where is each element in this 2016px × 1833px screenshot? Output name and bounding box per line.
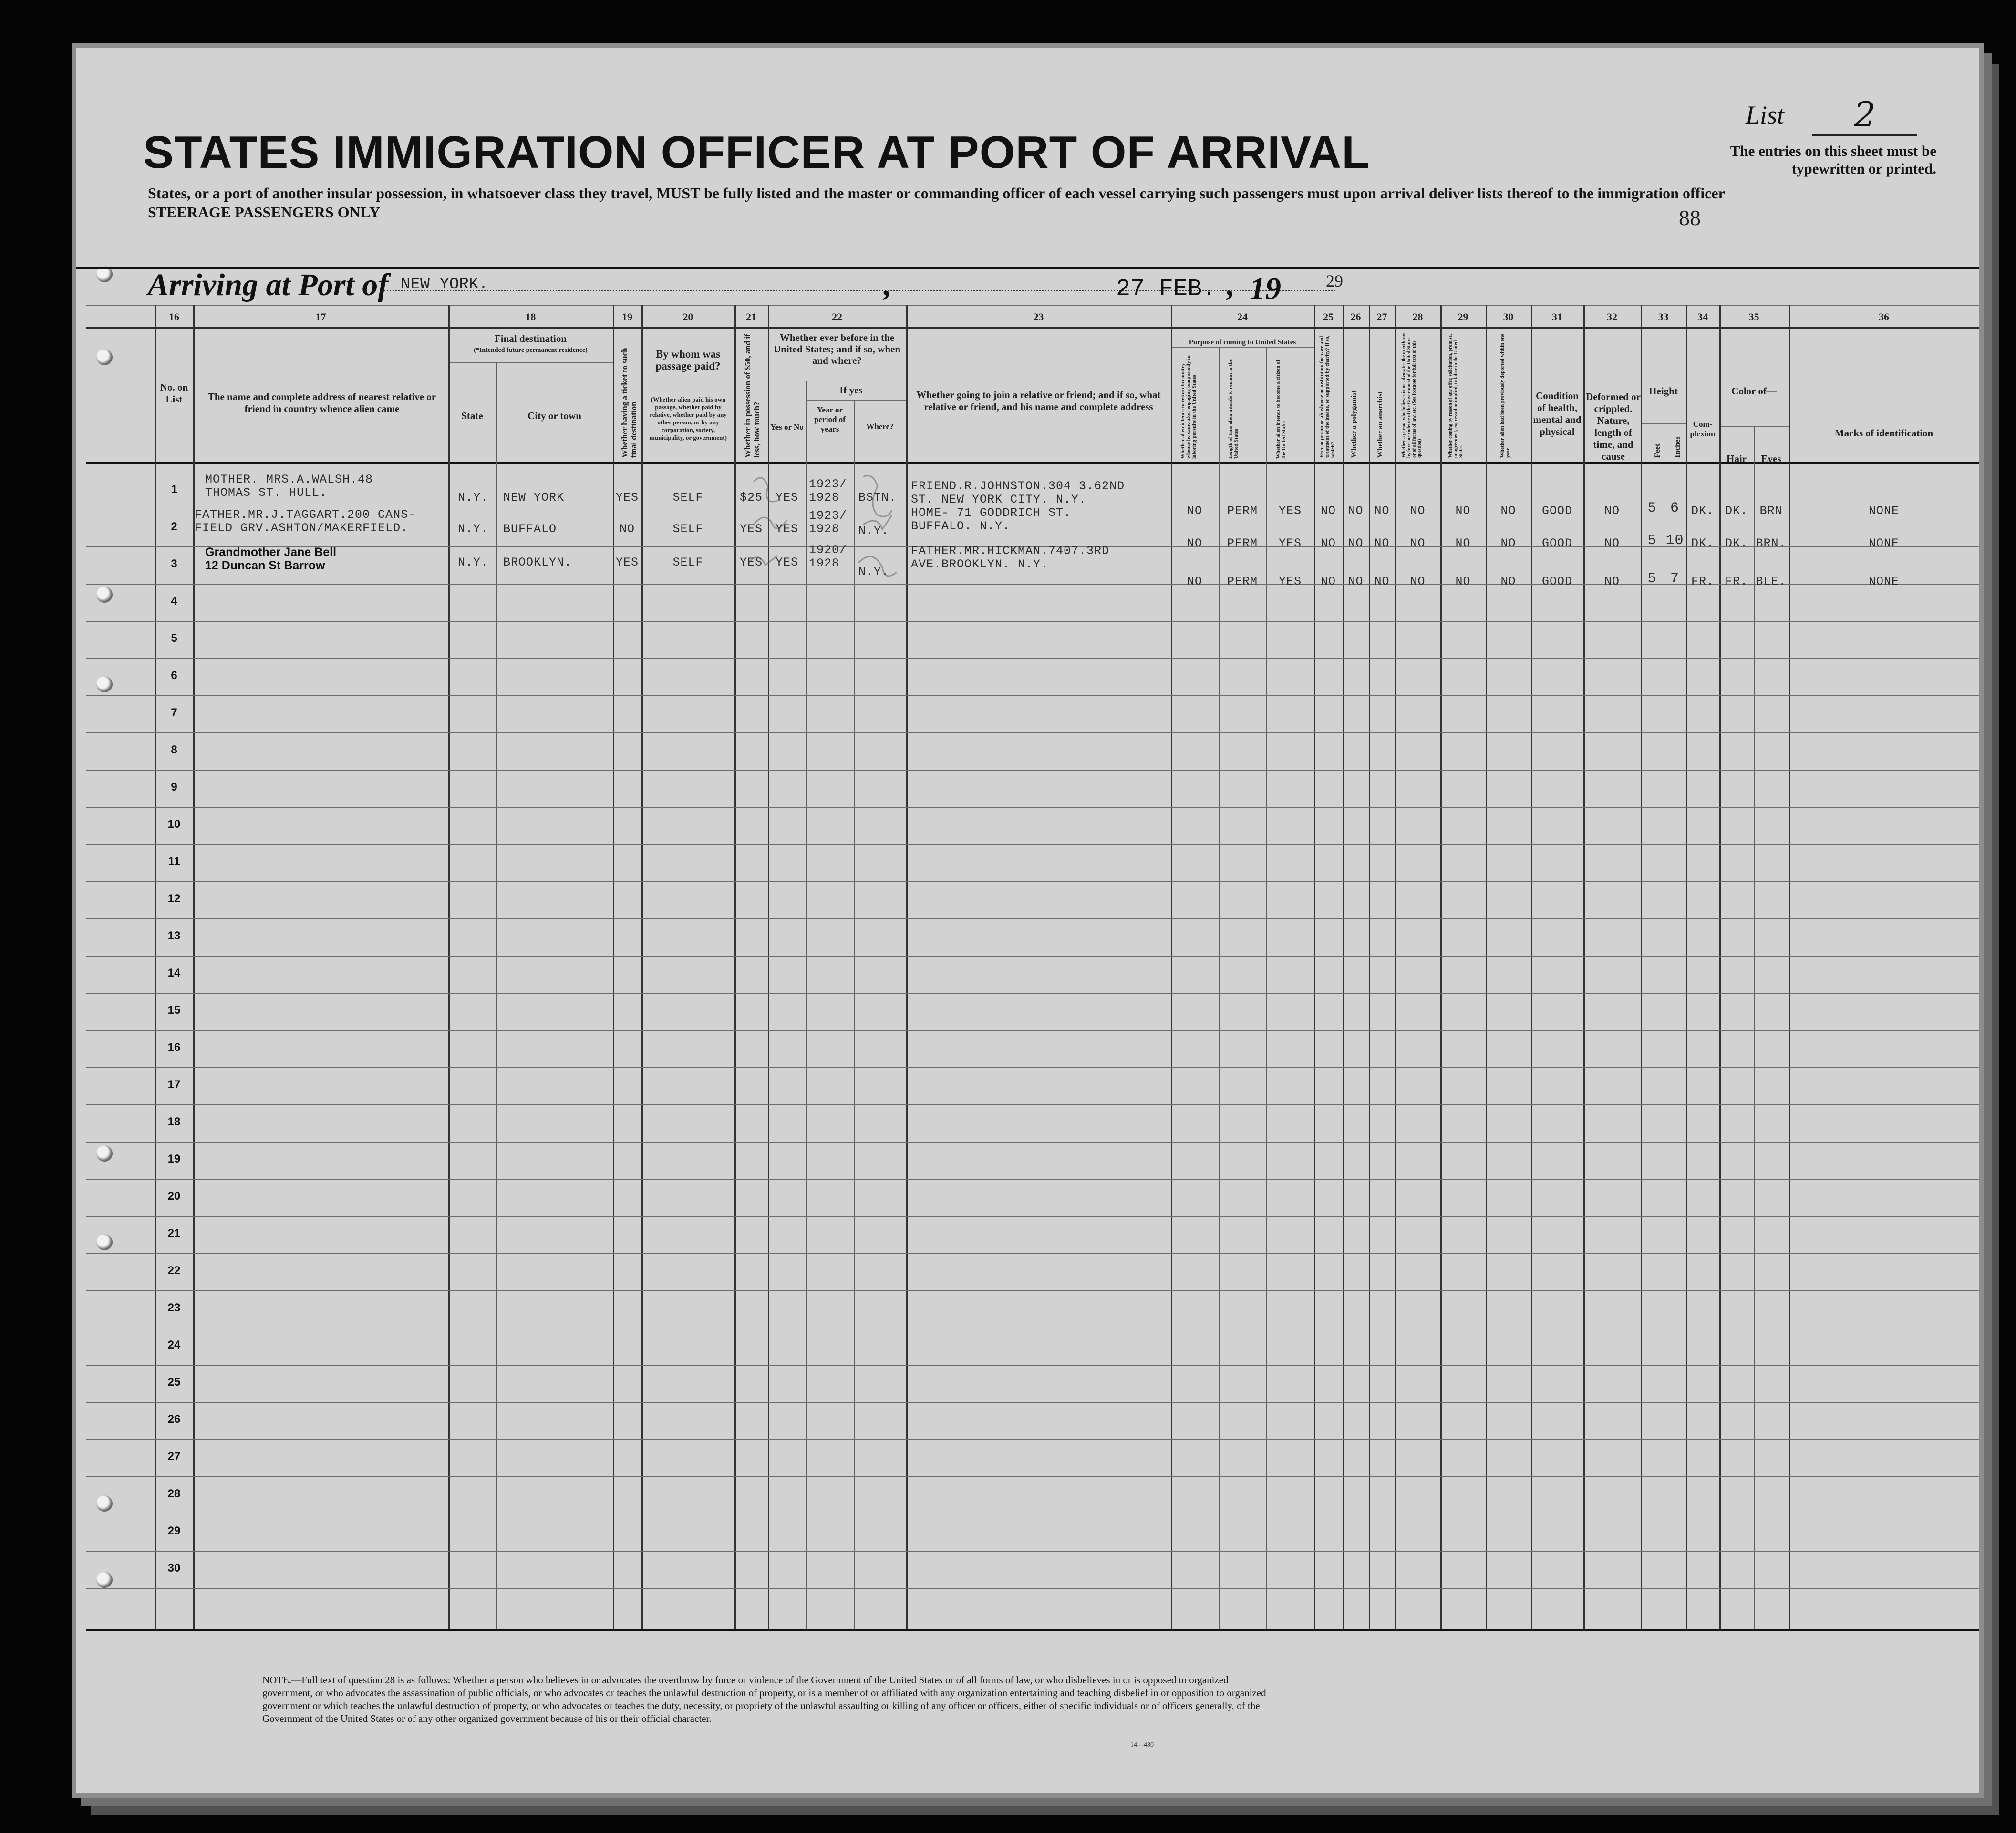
destination-city: BUFFALO: [503, 522, 557, 536]
arriving-label: Arriving at Port of: [148, 268, 389, 302]
page-number: 88: [1679, 206, 1701, 230]
row-number: 2: [171, 520, 177, 533]
row-number: 3: [171, 557, 177, 570]
ticket-value: NO: [619, 522, 635, 536]
years-period: 1928: [809, 556, 840, 570]
header-color-of: Color of—: [1731, 385, 1777, 397]
pencil-mark: [863, 476, 892, 517]
form-title: STATES IMMIGRATION OFFICER AT PORT OF ARRIVAL: [143, 127, 1370, 178]
header-hair: Hair: [1727, 453, 1747, 464]
ticket-value: YES: [615, 556, 639, 569]
deformed-value: NO: [1604, 504, 1620, 518]
join-relative-line: FRIEND.R.JOHNSTON.304 3.62ND: [911, 479, 1125, 493]
column-number: 26: [1350, 311, 1361, 323]
passage-paid-by: SELF: [672, 491, 703, 505]
entries-note: The entries on this sheet must be typewritten or printed.: [1730, 143, 1936, 177]
header-if-yes: If yes—: [839, 384, 873, 396]
row-number: 5: [171, 632, 177, 645]
marks-value: NONE: [1868, 536, 1899, 550]
been-before: YES: [775, 556, 798, 569]
length-of-stay: PERM: [1227, 536, 1258, 550]
header-intends-citizen: Whether alien intends to become a citizen of the United States: [1275, 360, 1287, 459]
row-number: 1: [171, 483, 177, 496]
header-join-relative: Whether going to join a relative or friend; and if so, what relative or friend, and his name and complete address: [916, 389, 1161, 412]
row-rule: [86, 1476, 1979, 1477]
comma-separator: ,: [1226, 268, 1234, 302]
column-rule: [1171, 305, 1172, 1629]
years-period: 1920/: [809, 543, 848, 557]
relative-address-line: THOMAS ST. HULL.: [205, 486, 328, 500]
year-prefix: 19: [1250, 271, 1281, 306]
prison-value: NO: [1320, 575, 1336, 588]
deported-value: NO: [1500, 504, 1516, 518]
destination-state: N.Y.: [458, 522, 489, 536]
row-rule: [86, 1290, 1979, 1291]
column-number: 16: [169, 311, 179, 323]
header-final-destination: Final destination: [494, 333, 567, 344]
column-rule: [1314, 305, 1315, 1629]
header-complexion: Com-plexion: [1690, 420, 1716, 438]
binder-hole: [96, 1234, 113, 1250]
labor-offer-value: NO: [1455, 575, 1471, 588]
row-rule: [86, 844, 1979, 845]
comma-separator: ,: [882, 268, 890, 302]
marks-value: NONE: [1868, 504, 1899, 518]
subtitle-steerage: STEERAGE PASSENGERS ONLY: [148, 204, 381, 221]
height-inches: 6: [1670, 500, 1679, 516]
money-value: $25: [739, 491, 763, 505]
header-inches: Inches: [1674, 436, 1682, 458]
binder-hole: [96, 676, 113, 692]
column-rule: [906, 305, 908, 1629]
row-rule: [86, 1365, 1979, 1366]
join-relative-line: AVE.BROOKLYN. N.Y.: [911, 557, 1049, 571]
years-period: 1923/: [809, 477, 848, 491]
row-number: 4: [171, 595, 177, 608]
column-rule: [1754, 426, 1755, 1629]
return-intent: NO: [1187, 575, 1202, 588]
height-inches: 7: [1670, 571, 1679, 587]
subheader-rule: [1171, 347, 1314, 348]
row-rule: [86, 658, 1979, 659]
column-number: 31: [1552, 311, 1562, 323]
column-rule: [1395, 305, 1396, 1629]
anarchist-value: NO: [1374, 504, 1390, 518]
column-rule: [1719, 305, 1721, 1629]
header-deformed: Deformed or crippled. Nature, length of time, and cause: [1586, 391, 1641, 462]
polygamist-value: NO: [1348, 504, 1364, 518]
column-number: 28: [1412, 311, 1423, 323]
relative-address-line: MOTHER. MRS.A.WALSH.48: [205, 473, 373, 486]
binder-hole: [96, 349, 113, 365]
column-number: 33: [1658, 311, 1669, 323]
row-number: 25: [167, 1376, 181, 1389]
row-rule: [86, 1551, 1979, 1552]
row-number: 22: [167, 1264, 181, 1277]
column-number: 20: [682, 311, 693, 323]
row-number: 9: [171, 781, 177, 793]
eyes-value: BLE.: [1756, 575, 1787, 588]
row-rule: [86, 993, 1979, 994]
row-number: 10: [167, 818, 181, 831]
polygamist-value: NO: [1348, 536, 1364, 550]
binder-hole: [96, 587, 113, 603]
destination-city: NEW YORK: [503, 491, 565, 505]
subheader-rule: [806, 400, 906, 401]
citizen-intent: YES: [1278, 575, 1302, 588]
row-number: 26: [167, 1413, 181, 1426]
eyes-value: BRN.: [1756, 536, 1787, 550]
column-number: 24: [1237, 311, 1248, 323]
header-marks: Marks of identification: [1834, 427, 1933, 439]
row-rule: [86, 1179, 1979, 1180]
binder-hole: [96, 1495, 113, 1512]
join-relative-line: BUFFALO. N.Y.: [911, 519, 1011, 533]
row-rule: [86, 1104, 1979, 1105]
return-intent: NO: [1187, 504, 1202, 518]
column-number: 27: [1376, 311, 1387, 323]
row-number: 27: [167, 1450, 181, 1463]
deformed-value: NO: [1604, 536, 1620, 550]
money-value: YES: [739, 522, 763, 536]
destination-city: BROOKLYN.: [503, 556, 572, 569]
complexion-value: DK.: [1691, 504, 1714, 518]
manifest-sheet: [76, 48, 1979, 1793]
citizen-intent: YES: [1278, 536, 1302, 550]
row-number: 7: [171, 706, 177, 719]
row-rule: [86, 807, 1979, 808]
form-subtitle: [148, 184, 1793, 222]
row-rule: [86, 732, 1979, 733]
header-rule: [76, 267, 1979, 269]
hair-value: DK.: [1725, 504, 1748, 518]
column-rule: [1440, 305, 1442, 1629]
row-rule: [86, 881, 1979, 882]
where-value: N.Y.: [858, 565, 889, 579]
header-ticket: Whether having a ticket to such final destination: [620, 348, 638, 458]
join-relative-line: ST. NEW YORK CITY. N.Y.: [911, 493, 1087, 506]
row-rule: [86, 1588, 1979, 1589]
eyes-value: BRN: [1759, 504, 1783, 518]
header-passage-paid: By whom was passage paid?: [655, 348, 721, 372]
column-number: 29: [1458, 311, 1468, 323]
column-number: 32: [1607, 311, 1617, 323]
column-number: 18: [525, 311, 536, 323]
passage-paid-by: SELF: [672, 522, 703, 536]
column-number: 17: [315, 311, 326, 323]
header-intends-return: Whether alien intends to return to country whence he came after engaging temporarily in laboring pursuits in the United States: [1180, 355, 1197, 459]
header-feet: Feet: [1654, 443, 1662, 458]
column-number: 34: [1697, 311, 1708, 323]
column-number: 19: [622, 311, 632, 323]
column-rule: [1531, 305, 1532, 1629]
row-number: 17: [167, 1078, 181, 1091]
header-no-on-list: No. on List: [160, 381, 188, 405]
header-nearest-relative: The name and complete address of nearest relative or friend in country whence alien came: [207, 391, 436, 414]
header-polygamist: Whether a polygamist: [1350, 390, 1358, 458]
been-before: YES: [775, 522, 798, 536]
join-relative-line: FATHER.MR.HICKMAN.7407.3RD: [911, 544, 1110, 558]
year-suffix: 29: [1326, 271, 1343, 290]
question-28-value: NO: [1410, 504, 1426, 518]
column-number: 23: [1033, 311, 1044, 323]
column-number: 22: [832, 311, 842, 323]
column-number: 35: [1748, 311, 1759, 323]
row-rule: [86, 1439, 1979, 1440]
header-final-destination-note: (*Intended future permanent residence): [474, 347, 588, 354]
row-number: 18: [167, 1115, 181, 1128]
relative-address-line: FIELD GRV.ASHTON/MAKERFIELD.: [195, 521, 409, 535]
hair-value: DK.: [1725, 536, 1748, 550]
row-rule: [86, 695, 1979, 696]
join-relative-line: HOME- 71 GODDRICH ST.: [911, 506, 1072, 520]
header-deported: Whether alien had been previously deported within one year: [1499, 333, 1511, 458]
header-length-of-stay: Length of time alien intends to remain in the United States: [1228, 359, 1239, 459]
row-rule: [86, 1142, 1979, 1143]
years-period: 1928: [809, 491, 840, 505]
column-rule: [193, 305, 195, 1629]
row-number: 23: [167, 1301, 181, 1314]
table-bottom-rule: [86, 1629, 1979, 1631]
pencil-mark: [863, 515, 892, 529]
labor-offer-value: NO: [1455, 504, 1471, 518]
marks-value: NONE: [1868, 575, 1899, 588]
labor-offer-value: NO: [1455, 536, 1471, 550]
header-eyes: Eyes: [1761, 453, 1781, 464]
citizen-intent: YES: [1278, 504, 1302, 518]
binder-hole: [96, 1572, 113, 1588]
header-question-28: Whether a person who believes in or advocates the overthrow by force or violence of the Government of the United States or of all forms of law, etc. (See footnote for full text of this question): [1401, 333, 1422, 458]
row-rule: [86, 1402, 1979, 1403]
column-rule: [1343, 305, 1344, 1629]
header-year: Year or period of years: [814, 405, 846, 433]
been-before: YES: [775, 491, 798, 505]
header-where: Where?: [866, 422, 894, 431]
anarchist-value: NO: [1374, 536, 1390, 550]
relative-address-line: Grandmother Jane Bell: [205, 546, 337, 559]
complexion-value: DK.: [1691, 536, 1714, 550]
length-of-stay: PERM: [1227, 575, 1258, 588]
row-number: 13: [167, 929, 181, 942]
destination-state: N.Y.: [458, 556, 489, 569]
header-possession-50: Whether in possession of $50, and if less, how much?: [743, 334, 761, 458]
header-labor-offer: Whether coming by reason of any offer, solicitation, promise, or agreement, expressed or implied, to labor in the United States: [1448, 334, 1464, 458]
column-rule: [1686, 305, 1687, 1629]
footnote-question-28: NOTE.—Full text of question 28 is as follows: Whether a person who believes in or advocates the overthrow by force or violence of the Government of the United States or of all forms of law, or who disbelieves in or is opposed to organized government, or who advocates the assassination of public officials, or who advocates or teaches the unlawful destruction of property, or is a member of or affiliated with any organization entertaining and teaching disbelief in or opposition to organized government or which teaches the unlawful destruction of property, or who advocates or teaches the duty, necessity, or propriety of the unlawful assaulting or killing of any officer or officers, either of specific individuals or of officers generally, of the Government of the United States or of any other organized government because of his or their official character.: [262, 1674, 1266, 1724]
port-of-arrival: NEW YORK.: [401, 276, 488, 294]
where-value: BSTN.: [858, 491, 897, 505]
row-number: 28: [167, 1487, 181, 1500]
row-number: 19: [167, 1153, 181, 1165]
row-rule: [86, 1030, 1979, 1031]
where-value: N.Y.: [858, 524, 889, 538]
length-of-stay: PERM: [1227, 504, 1258, 518]
header-health: Condition of health, mental and physical: [1533, 390, 1582, 437]
years-period: 1928: [809, 522, 840, 536]
destination-state: N.Y.: [458, 491, 489, 505]
pencil-mark: [858, 556, 897, 576]
deported-value: NO: [1500, 536, 1516, 550]
years-period: 1923/: [809, 509, 848, 523]
header-bottom-rule: [86, 462, 1979, 464]
row-number: 21: [167, 1227, 181, 1240]
row-rule: [86, 1067, 1979, 1068]
money-value: YES: [739, 556, 763, 569]
height-feet: 5: [1647, 533, 1657, 549]
header-city: City or town: [527, 410, 581, 422]
row-number: 30: [167, 1562, 181, 1575]
table-top-rule: [86, 305, 1979, 306]
row-number: 16: [167, 1041, 181, 1054]
row-number: 6: [171, 669, 177, 682]
row-rule: [86, 1216, 1979, 1217]
health-value: GOOD: [1541, 504, 1572, 518]
deformed-value: NO: [1604, 575, 1620, 588]
pencil-mark: [749, 556, 777, 565]
health-value: GOOD: [1541, 575, 1572, 588]
complexion-value: FR.: [1691, 575, 1714, 588]
prison-value: NO: [1320, 536, 1336, 550]
row-number: 24: [167, 1339, 181, 1351]
relative-address-line: FATHER.MR.J.TAGGART.200 CANS-: [195, 508, 416, 522]
question-28-value: NO: [1410, 575, 1426, 588]
question-28-value: NO: [1410, 536, 1426, 550]
anarchist-value: NO: [1374, 575, 1390, 588]
row-number: 11: [168, 855, 180, 868]
health-value: GOOD: [1541, 536, 1572, 550]
column-number: 30: [1503, 311, 1514, 323]
height-inches: 10: [1665, 533, 1684, 549]
column-number: 21: [746, 311, 756, 323]
polygamist-value: NO: [1348, 575, 1364, 588]
header-passage-paid-note: (Whether alien paid his own passage, whether paid by relative, whether paid by any other person, or by any corporation, society, municipality, or government): [650, 396, 727, 441]
column-rule: [1583, 305, 1585, 1629]
column-number-rule: [86, 327, 1979, 329]
row-number: 15: [167, 1004, 181, 1017]
pencil-mark: [754, 478, 777, 502]
row-number: 12: [167, 892, 181, 905]
header-ever-before: Whether ever before in the United States; and if so, when and where?: [773, 332, 901, 366]
height-feet: 5: [1647, 571, 1657, 587]
column-number: 25: [1323, 311, 1334, 323]
row-rule: [86, 918, 1979, 919]
row-rule: [86, 770, 1979, 771]
binder-hole: [96, 1145, 113, 1162]
row-rule: [86, 621, 1979, 622]
row-rule: [86, 1253, 1979, 1254]
header-state: State: [461, 410, 483, 422]
header-prison: Ever in prison or almshouse or institution for care and treatment of the insane, or supported by charity? If so, which?: [1319, 335, 1336, 458]
header-yes-or-no: Yes or No: [770, 422, 804, 432]
subtitle-instructions: States, or a port of another insular possession, in whatsoever class they travel, MUST be fully listed and the master or commanding officer of each vessel carrying such passengers must upon arrival deliver lists thereof to the immigration officer: [148, 185, 1725, 202]
passage-paid-by: SELF: [672, 556, 703, 569]
column-rule: [448, 305, 450, 1629]
column-rule: [1789, 305, 1790, 1629]
deported-value: NO: [1500, 575, 1516, 588]
list-label: List: [1746, 101, 1785, 129]
form-number: 14—480: [1130, 1741, 1154, 1749]
column-rule: [1486, 305, 1487, 1629]
pencil-mark: [754, 517, 787, 528]
row-number: 20: [167, 1190, 181, 1203]
height-feet: 5: [1647, 500, 1657, 516]
column-rule: [1369, 305, 1370, 1629]
row-number: 8: [171, 743, 177, 756]
column-number: 36: [1879, 311, 1889, 323]
ticket-value: YES: [615, 491, 639, 505]
return-intent: NO: [1187, 536, 1202, 550]
header-anarchist: Whether an anarchist: [1376, 391, 1384, 458]
prison-value: NO: [1320, 504, 1336, 518]
row-number: 29: [167, 1524, 181, 1537]
header-purpose: Purpose of coming to United States: [1189, 339, 1296, 346]
list-number: 2: [1812, 94, 1917, 136]
subheader-rule: [448, 362, 613, 363]
relative-address-line: 12 Duncan St Barrow: [205, 559, 325, 572]
row-number: 14: [167, 967, 181, 979]
row-rule: [86, 956, 1979, 957]
header-height: Height: [1649, 385, 1678, 397]
arrival-date: 27 FEB.: [1116, 276, 1217, 303]
hair-value: FR.: [1725, 575, 1748, 588]
handwritten-annotations: [734, 467, 906, 610]
